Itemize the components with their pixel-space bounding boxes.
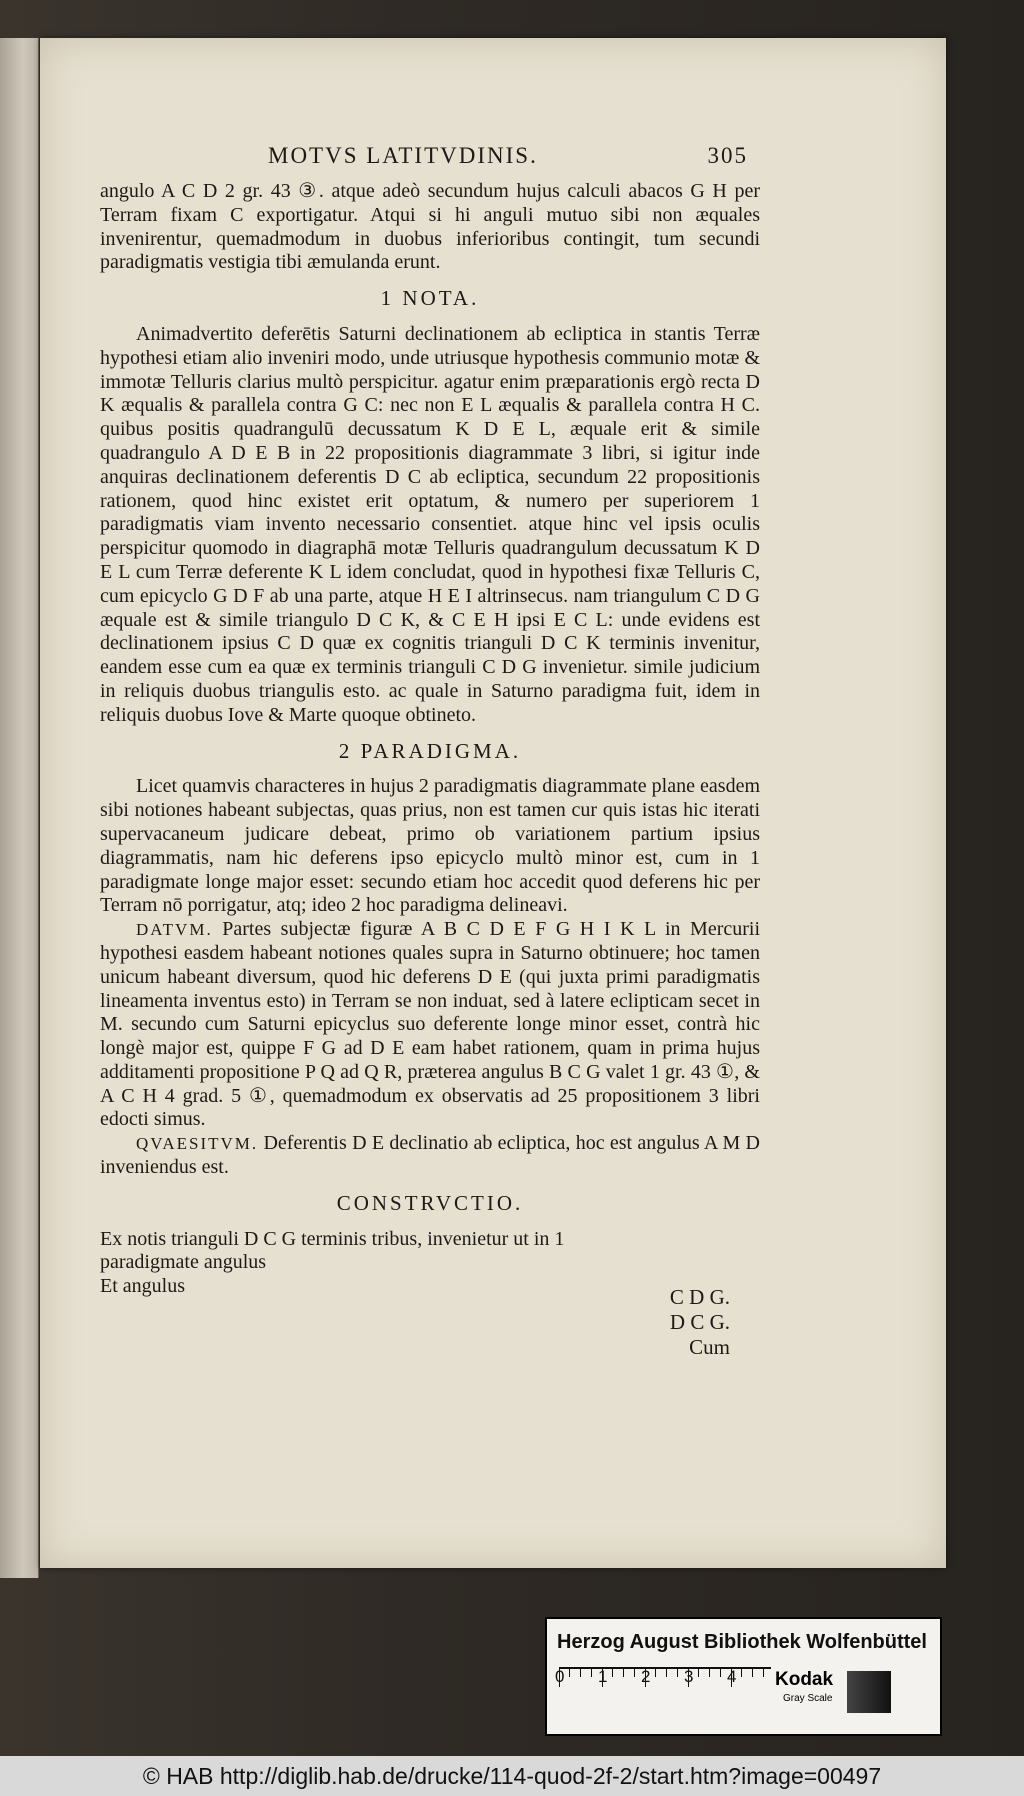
result-2: D C G. xyxy=(669,1310,730,1334)
paradigma-paragraph: Licet quamvis characteres in hujus 2 paradigmatis diagrammate plane easdem sibi notiones habeant subjectas, quas prius, non est tamen cur quis istas hic iterati supervacaneum judicare debeat, primo ob variationem partium ipsius diagrammatis, nam hic deferens ipso epicyclo multò minor est, cum in 1 paradigmate longe major esset: secundo etiam hoc accedit quod deferens hic per Terram nō porrigatur, atq; ideo 2 hoc paradigma delineavi. xyxy=(100,775,760,917)
ruler-number-1: 1 xyxy=(598,1667,608,1686)
datum-label: DATVM. xyxy=(136,920,213,940)
nota-title: 1 NOTA. xyxy=(380,286,480,311)
datum-paragraph xyxy=(100,918,760,1132)
ruler xyxy=(559,1667,771,1711)
quaesitum-paragraph xyxy=(100,1132,760,1180)
quaesitum-text: Deferentis D E declinatio ab ecliptica, hoc est angulus A M D inveniendus est. xyxy=(100,1132,761,1179)
library-color-card xyxy=(545,1617,942,1736)
running-head xyxy=(268,143,748,169)
gray-swatch xyxy=(847,1671,891,1713)
catchword: Cum xyxy=(689,1335,730,1359)
ruler-number-4: 4 xyxy=(727,1667,737,1686)
library-name: Herzog August Bibliothek Wolfenbüttel xyxy=(557,1631,927,1653)
datum-text: Partes subjectæ figuræ A B C D E F G H I K L in Mercurii hypothesi easdem habeant notiones quales supra in Saturno obtinuere; hoc tamen unicum habeant diversum, quod hic deferens D E (qui juxta primi paradigmatis lineamenta inventus esto) in Terram se non induat, sed à latere eclipticam secet in M. secundo cum Saturni epicyclus suo deferente longe minor esset, contrà hic longè major est, quippe F G ad D E eam habet rationem, quam in prima hujus additamenti propositione P Q ad Q R, præterea angulus B C G valet 1 gr. 43 ①, & A C H 4 grad. 5 ①, quemadmodum ex observatis ad 25 propositionem 3 libri edocti simus. xyxy=(100,918,761,1131)
copyright-footer: © HAB http://diglib.hab.de/drucke/114-quod-2f-2/start.htm?image=00497 xyxy=(0,1756,1024,1796)
result-1: C D G. xyxy=(669,1285,730,1309)
kodak-brand: Kodak xyxy=(775,1669,834,1690)
constructio-title: CONSTRVCTIO. xyxy=(336,1190,524,1215)
page-number: 305 xyxy=(707,143,748,168)
running-head-title: MOTVS LATITVDINIS. xyxy=(268,143,538,168)
constructio-line-2: Et angulus xyxy=(100,1275,185,1298)
ruler-number-2: 2 xyxy=(641,1667,651,1686)
page-text xyxy=(100,180,760,1299)
opening-paragraph: angulo A C D 2 gr. 43 ③. atque adeò secundum hujus calculi abacos G H per Terram fixam C exportigatur. Atqui si hi anguli mutuo sibi non æquales invenirentur, quemadmodum in duobus inferioribus contingit, tum secundi paradigmatis vestigia tibi æmulanda erunt. xyxy=(100,180,760,274)
nota-paragraph: Animadvertito deferētis Saturni declinationem ab ecliptica in stantis Terræ hypothesi etiam alio inveniri modo, unde utriusque hypothesis communio motæ & immotæ Telluris clarius multò perspicitur. agatur enim præparationis ergò recta D K æqualis & parallela contra G C: nec non E L æqualis & parallela contra H C. quibus positis quadrangulū decussatum K D E L, æquale erit & simile quadrangulo A D E B in 22 propositionis diagrammate 3 libri, si igitur inde anquiras declinationem deferentis D C ab ecliptica, secundum 22 propositionis rationem, quod hinc existet erit optatum, & numero per superiorem 1 paradigmatis viam invento necessario consentiet. atque hinc vel ipsis oculis perspicitur quomodo in diagraphā motæ Telluris quadrangulum decussatum K D E L cum Terræ deferente K L idem concludat, quod in hypothesi fixæ Telluris C, cum epicyclo G D F ab una parte, atque H E I altrinsecus. nam triangulum C D G æquale est & simile triangulo D C K, & C E H ipsi E C L: unde evidens est declinationem ipsius C D quæ ex cognitis trianguli D C K terminis invenitur, eandem esse cum ea quæ ex terminis trianguli C D G invenietur. simile judicium in reliquis duobus triangulis esto. ac quale in Saturno paradigma fuit, idem in reliquis duobus Iove & Marte quoque obtineto. xyxy=(100,322,760,726)
ruler-number-3: 3 xyxy=(684,1667,694,1686)
ruler-number-0: 0 xyxy=(555,1667,565,1686)
paradigma-title: 2 PARADIGMA. xyxy=(338,738,522,763)
quaesitum-label: QVAESITVM. xyxy=(136,1134,259,1154)
left-page-edge xyxy=(0,38,39,1578)
gray-scale-label: Gray Scale xyxy=(783,1693,833,1704)
constructio-line-1: Ex notis trianguli D C G terminis tribus, invenietur ut in 1 paradigmate angulus xyxy=(100,1227,565,1274)
